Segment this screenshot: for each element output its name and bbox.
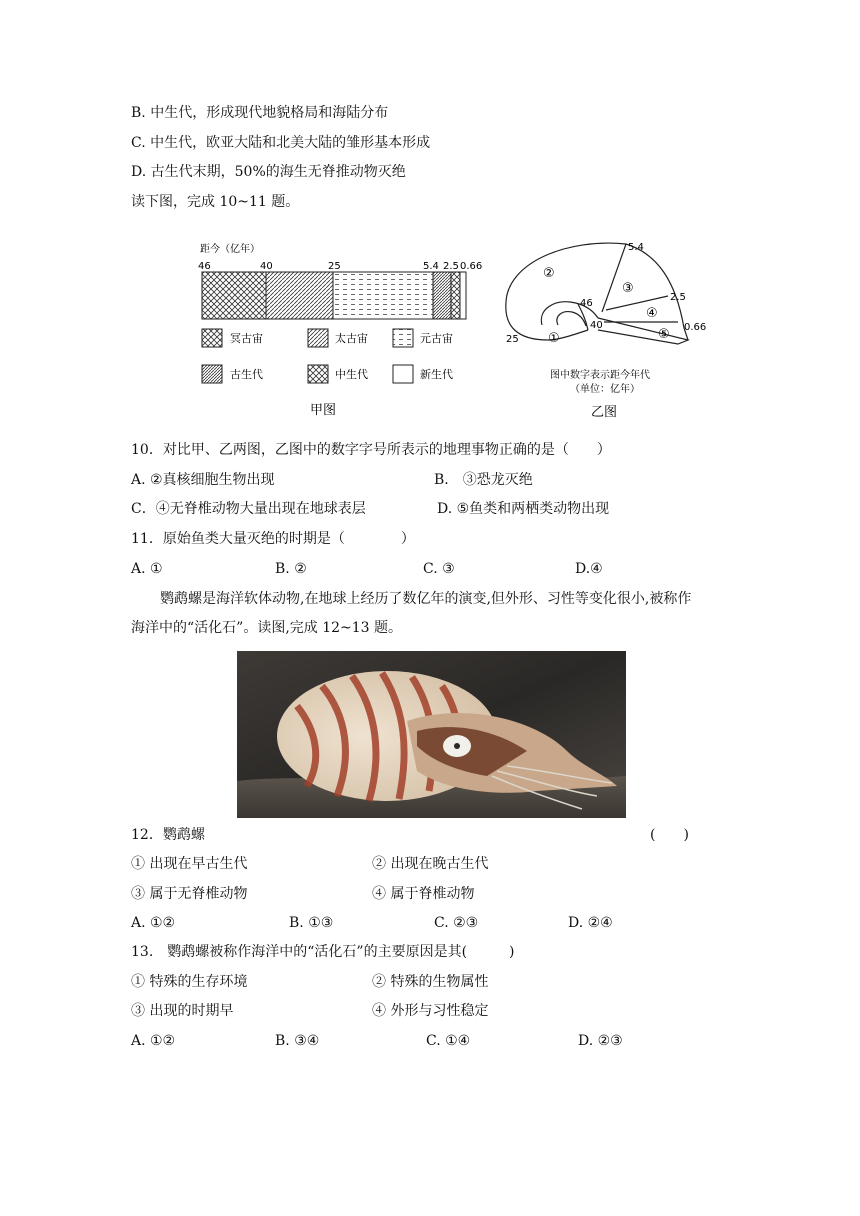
intro-10-11: 读下图，完成 10~11 题。 xyxy=(131,194,300,210)
yi-caption: 乙图 xyxy=(591,405,618,420)
yi-region-1: ① xyxy=(548,331,560,346)
yi-note-line2: （单位：亿年） xyxy=(570,384,640,395)
legend-swatch-proterozoic xyxy=(393,329,413,347)
option-b-prev: B. 中生代，形成现代地貌格局和海陆分布 xyxy=(131,105,389,121)
q12-option-a: A. ①② xyxy=(131,915,176,931)
q10-option-b: B. ③恐龙灭绝 xyxy=(434,472,533,488)
q11-option-c: C. ③ xyxy=(423,561,455,577)
legend-swatch-archean xyxy=(308,329,328,347)
yi-region-2: ② xyxy=(543,266,555,281)
q12-paren: ( ) xyxy=(650,827,689,843)
legend-mesozoic: 中生代 xyxy=(335,368,368,381)
legend-archean: 太古宙 xyxy=(335,332,368,345)
yi-number-2-5: 2.5 xyxy=(670,292,686,303)
legend-hadean: 冥古宙 xyxy=(230,332,263,345)
option-d-prev: D. 古生代末期，50%的海生无脊推动物灭绝 xyxy=(131,164,406,180)
option-c-prev: C. 中生代，欧亚大陆和北美大陆的雏形基本形成 xyxy=(131,135,431,151)
nautilus-photo xyxy=(237,651,626,818)
jia-axis-label: 距今（亿年） xyxy=(200,244,260,255)
bar-cenozoic xyxy=(460,272,466,319)
spiral-outer xyxy=(506,243,626,340)
jia-tick-0-66: 0.66 xyxy=(460,261,483,272)
yi-number-40: 40 xyxy=(590,320,603,331)
q13-option-a: A. ①② xyxy=(131,1033,176,1049)
q12-option-d: D. ②④ xyxy=(568,915,613,931)
q11-stem: 11．原始鱼类大量灭绝的时期是（ ） xyxy=(131,531,415,547)
bar-paleozoic xyxy=(433,272,451,319)
yi-number-25: 25 xyxy=(506,334,519,345)
q12-statement-2: ② 出现在晚古生代 xyxy=(372,856,489,872)
legend-proterozoic: 元古宙 xyxy=(420,332,453,345)
q10-option-c: C．④无脊椎动物大量出现在地球表层 xyxy=(131,501,366,517)
figure-jia xyxy=(190,232,490,422)
q13-statement-3: ③ 出现的时期早 xyxy=(131,1003,234,1019)
yi-region-5: ⑤ xyxy=(658,327,670,342)
yi-region-4: ④ xyxy=(646,306,658,321)
jia-tick-25: 25 xyxy=(328,261,341,272)
yi-number-0-66: 0.66 xyxy=(684,322,707,333)
jia-caption: 甲图 xyxy=(310,403,337,418)
q12-option-c: C. ②③ xyxy=(434,915,479,931)
legend-swatch-paleozoic xyxy=(202,365,222,383)
q13-statement-4: ④ 外形与习性稳定 xyxy=(372,1003,489,1019)
bar-proterozoic xyxy=(333,272,433,319)
legend-paleozoic: 古生代 xyxy=(230,368,263,381)
jia-tick-46: 46 xyxy=(198,261,211,272)
q13-option-d: D. ②③ xyxy=(578,1033,623,1049)
jia-tick-40: 40 xyxy=(260,261,273,272)
intro-12-13-line2: 海洋中的“活化石”。读图,完成 12~13 题。 xyxy=(131,620,403,636)
q13-option-c: C. ①④ xyxy=(426,1033,471,1049)
q11-option-b: B. ② xyxy=(275,561,307,577)
q10-option-a: A. ②真核细胞生物出现 xyxy=(131,472,275,488)
q12-statement-3: ③ 属于无脊椎动物 xyxy=(131,886,248,902)
jia-tick-5-4: 5.4 xyxy=(423,261,439,272)
jia-tick-2-5: 2.5 xyxy=(443,261,459,272)
spiral-inner-ring xyxy=(557,312,586,326)
legend-cenozoic: 新生代 xyxy=(420,368,453,381)
q12-statement-4: ④ 属于脊椎动物 xyxy=(372,886,475,902)
q10-stem: 10．对比甲、乙两图，乙图中的数字字号所表示的地理事物正确的是（ ） xyxy=(131,442,611,458)
yi-number-5-4: 5.4 xyxy=(628,242,644,253)
q11-option-a: A. ① xyxy=(131,561,163,577)
yi-number-46: 46 xyxy=(580,298,593,309)
yi-note-line1: 图中数字表示距今年代 xyxy=(550,370,650,381)
q13-statement-2: ② 特殊的生物属性 xyxy=(372,974,489,990)
q13-option-b: B. ③④ xyxy=(275,1033,320,1049)
figure-yi xyxy=(498,232,720,422)
legend-swatch-cenozoic xyxy=(393,365,413,383)
bar-hadean xyxy=(202,272,266,319)
yi-region-3: ③ xyxy=(622,281,634,296)
q12-option-b: B. ①③ xyxy=(289,915,334,931)
q12-stem: 12．鹦鹉螺 xyxy=(131,827,205,843)
q11-option-d: D.④ xyxy=(575,561,603,577)
q12-statement-1: ① 出现在早古生代 xyxy=(131,856,248,872)
q13-stem: 13. 鹦鹉螺被称作海洋中的“活化石”的主要原因是其( ) xyxy=(131,944,515,960)
intro-12-13-line1: 鹦鹉螺是海洋软体动物,在地球上经历了数亿年的演变,但外形、习性等变化很小,被称作 xyxy=(160,591,692,607)
bar-mesozoic xyxy=(451,272,460,319)
legend-swatch-mesozoic xyxy=(308,365,328,383)
q10-option-d: D. ⑤鱼类和两栖类动物出现 xyxy=(437,501,610,517)
legend-swatch-hadean xyxy=(202,329,222,347)
q13-statement-1: ① 特殊的生存环境 xyxy=(131,974,248,990)
bar-archean xyxy=(266,272,333,319)
